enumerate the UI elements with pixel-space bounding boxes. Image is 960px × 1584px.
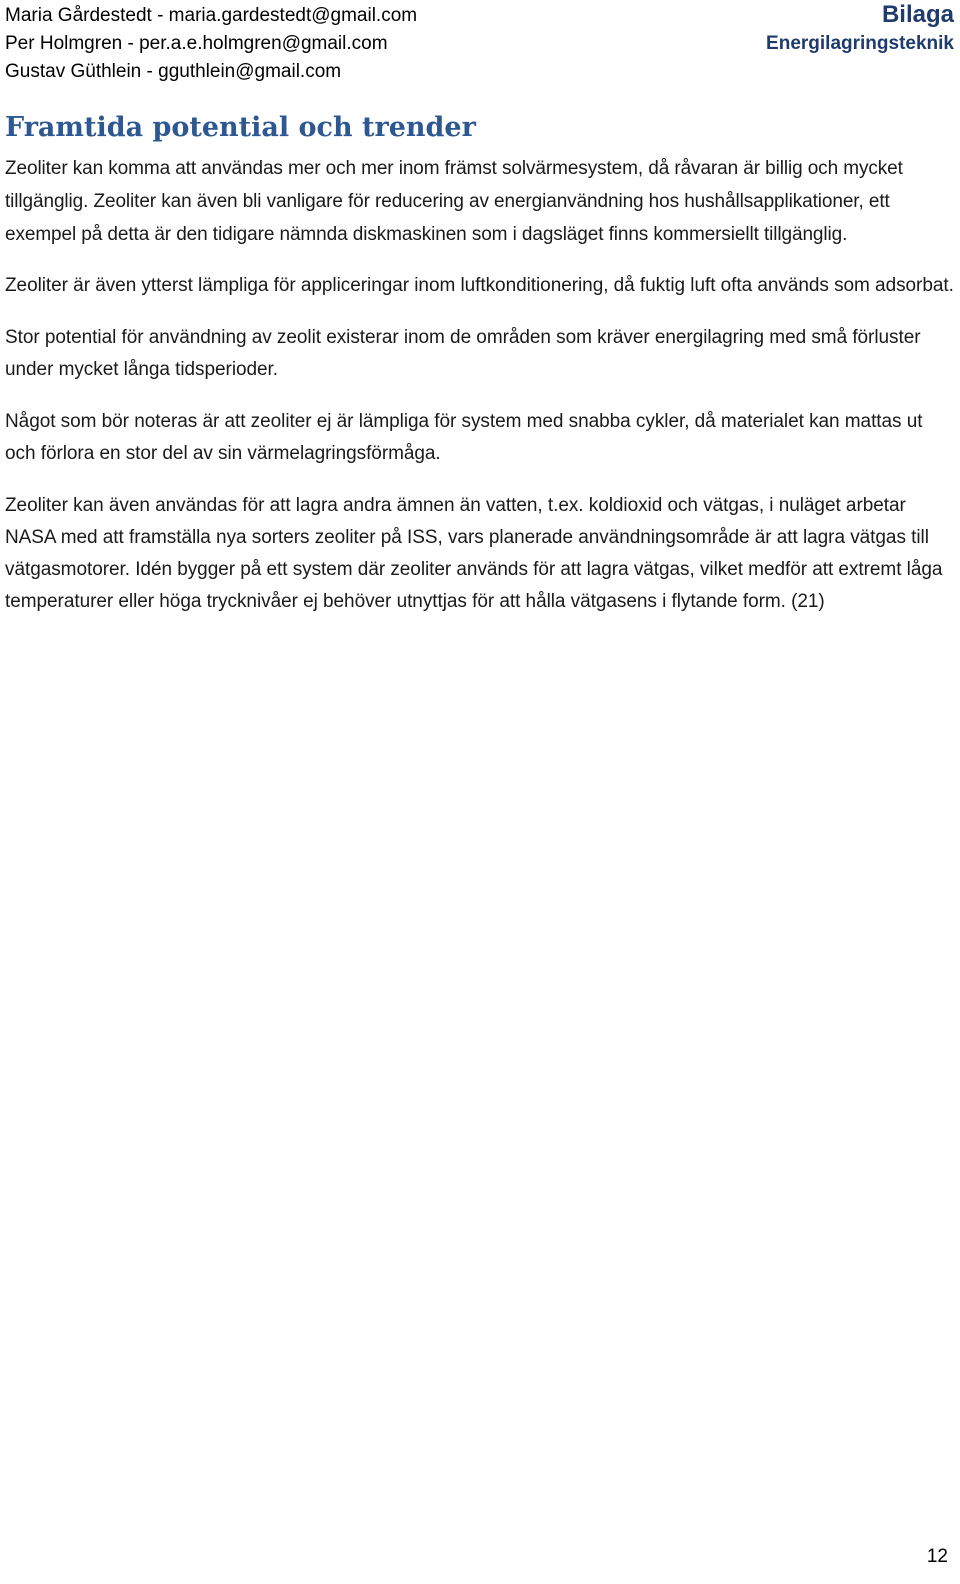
author-list — [5, 2, 417, 86]
section-heading: Framtida potential och trender — [5, 112, 476, 143]
author-line: Per Holmgren - per.a.e.holmgren@gmail.com — [5, 33, 388, 54]
author-line: Maria Gårdestedt - maria.gardestedt@gmail.com — [5, 5, 418, 26]
paragraph: Något som bör noteras är att zeoliter ej är lämpliga för system med snabba cykler, då materialet kan mattas ut och förlora en stor del av sin värmelagringsförmåga. — [5, 411, 923, 464]
section-body — [5, 152, 955, 638]
paragraph: Zeoliter kan även användas för att lagra andra ämnen än vatten, t.ex. koldioxid och vätgas, i nuläget arbetar NASA med att framställa nya sorters zeoliter på ISS, vars planerade användningsområde är att lagra vätgas till vätgasmotorer. Idén bygger på ett system där zeoliter används för att lagra vätgas, vilket medför att extremt låga temperaturer eller höga trycknivåer ej behöver utnyttjas för att hålla vätgasens i flytande form. (21) — [5, 495, 943, 612]
subject-label: Energilagringsteknik — [766, 33, 954, 54]
paragraph: Stor potential för användning av zeolit existerar inom de områden som kräver energilagring med små förluster under mycket långa tidsperioder. — [5, 327, 921, 380]
paragraph: Zeoliter är även ytterst lämpliga för appliceringar inom luftkonditionering, då fuktig luft ofta används som adsorbat. — [5, 275, 954, 296]
appendix-label: Bilaga — [881, 1, 954, 28]
paragraph: Zeoliter kan komma att användas mer och mer inom främst solvärmesystem, då råvaran är billig och mycket tillgänglig. Zeoliter kan även bli vanligare för reducering av energianvändning hos hushållsapplikationer, ett exempel på detta är den tidigare nämnda diskmaskinen som i dagsläget finns kommersiellt tillgänglig. — [5, 158, 903, 245]
author-line: Gustav Güthlein - gguthlein@gmail.com — [5, 61, 342, 82]
document-header-label — [766, 0, 954, 58]
page-number: 12 — [926, 1546, 948, 1567]
